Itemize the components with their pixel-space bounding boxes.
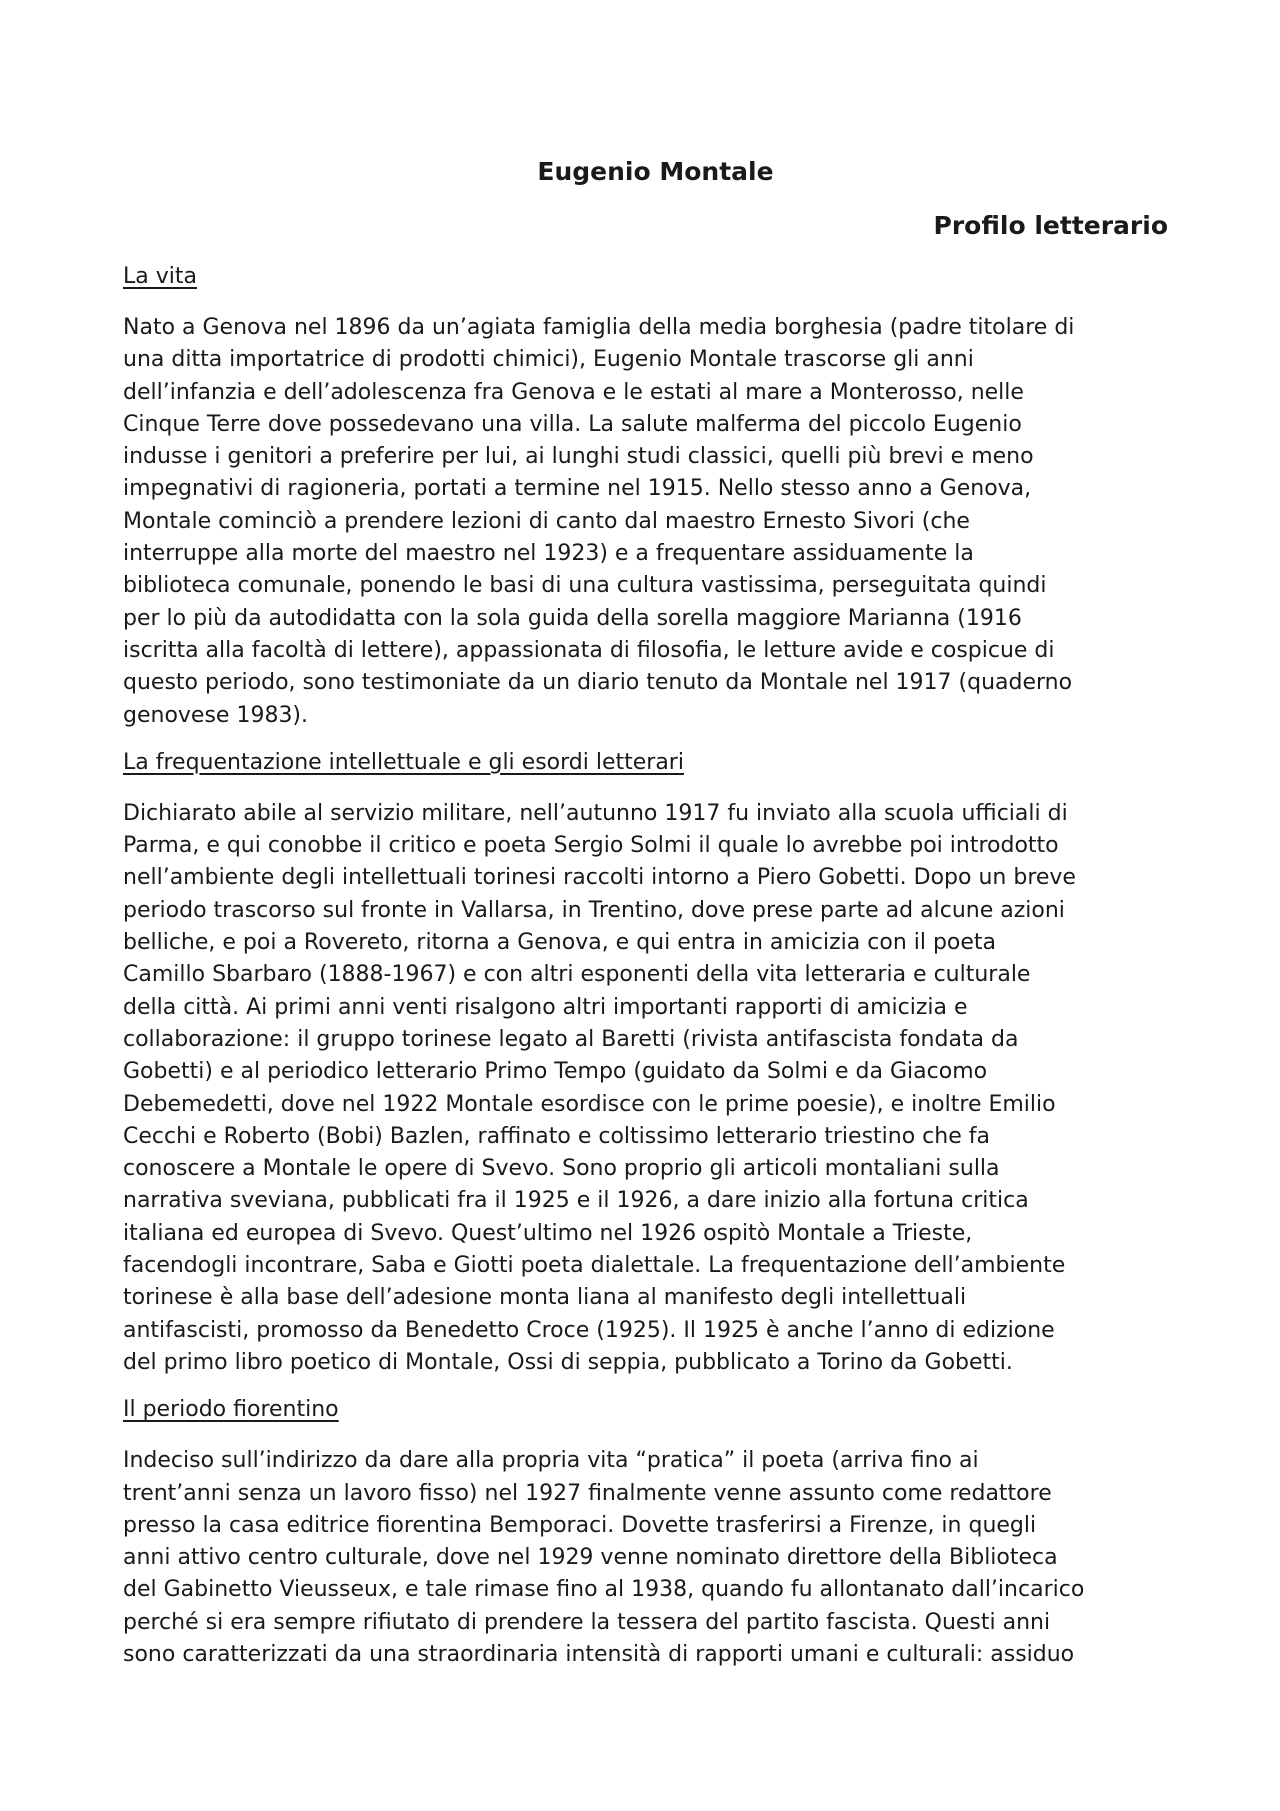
paragraph-line: Montale cominciò a prendere lezioni di canto dal maestro Ernesto Sivori (che [123,508,970,534]
paragraph-line: Cinque Terre dove possedevano una villa. La salute malferma del piccolo Eugenio [123,411,1022,437]
paragraph-line: impegnativi di ragioneria, portati a termine nel 1915. Nello stesso anno a Genova, [123,476,1032,502]
document-page [123,152,1168,1671]
paragraph-line: facendogli incontrare, Saba e Giotti poeta dialettale. La frequentazione dell’ambiente [123,1253,1066,1279]
document-subtitle: Profilo letterario [933,211,1168,240]
paragraph-line: trent’anni senza un lavoro fisso) nel 1927 finalmente venne assunto come redattore [123,1480,1052,1506]
paragraph-line: narrativa sveviana, pubblicati fra il 1925 e il 1926, a dare inizio alla fortuna critica [123,1188,1029,1214]
document-title: Eugenio Montale [537,157,774,186]
section-paragraph [123,312,1168,732]
paragraph-line: Gobetti) e al periodico letterario Primo Tempo (guidato da Solmi e da Giacomo [123,1059,988,1085]
paragraph-line: della città. Ai primi anni venti risalgono altri importanti rapporti di amicizia e [123,994,968,1020]
paragraph-line: Cecchi e Roberto (Bobi) Bazlen, raffinato e coltissimo letterario triestino che fa [123,1123,990,1149]
section-heading: Il periodo fiorentino [123,1397,339,1423]
section-heading: La frequentazione intellettuale e gli esordi letterari [123,749,684,775]
paragraph-line: biblioteca comunale, ponendo le basi di una cultura vastissima, perseguitata quindi [123,573,1047,599]
paragraph-line: questo periodo, sono testimoniate da un diario tenuto da Montale nel 1917 (quaderno [123,670,1073,696]
paragraph-line: Parma, e qui conobbe il critico e poeta Sergio Solmi il quale lo avrebbe poi introdotto [123,833,1059,859]
paragraph-line: Debemedetti, dove nel 1922 Montale esordisce con le prime poesie), e inoltre Emilio [123,1091,1056,1117]
paragraph-line: torinese è alla base dell’adesione monta liana al manifesto degli intellettuali [123,1285,967,1311]
paragraph-line: Camillo Sbarbaro (1888-1967) e con altri esponenti della vita letteraria e culturale [123,962,1031,988]
paragraph-line: anni attivo centro culturale, dove nel 1929 venne nominato direttore della Biblioteca [123,1545,1058,1571]
paragraph-line: sono caratterizzati da una straordinaria intensità di rapporti umani e culturali: assiduo [123,1641,1075,1667]
paragraph-line: antifascisti, promosso da Benedetto Croce (1925). Il 1925 è anche l’anno di edizione [123,1317,1055,1343]
paragraph-line: italiana ed europea di Svevo. Quest’ultimo nel 1926 ospitò Montale a Trieste, [123,1220,973,1246]
paragraph-line: del primo libro poetico di Montale, Ossi di seppia, pubblicato a Torino da Gobetti. [123,1349,1013,1375]
paragraph-line: periodo trascorso sul fronte in Vallarsa, in Trentino, dove prese parte ad alcune azioni [123,897,1065,923]
document-body [123,260,1168,1671]
section-heading: La vita [123,264,197,289]
paragraph-line: presso la casa editrice fiorentina Bemporaci. Dovette trasferirsi a Firenze, in quegli [123,1512,1037,1538]
paragraph-line: una ditta importatrice di prodotti chimici), Eugenio Montale trascorse gli anni [123,347,974,373]
paragraph-line: collaborazione: il gruppo torinese legato al Baretti (rivista antifascista fondata da [123,1026,1019,1052]
paragraph-line: Nato a Genova nel 1896 da un’agiata famiglia della media borghesia (padre titolare di [123,315,1075,340]
paragraph-line: belliche, e poi a Rovereto, ritorna a Genova, e qui entra in amicizia con il poeta [123,930,997,956]
paragraph-line: perché si era sempre rifiutato di prendere la tessera del partito fascista. Questi anni [123,1609,1051,1635]
paragraph-line: genovese 1983). [123,702,309,728]
paragraph-line: nell’ambiente degli intellettuali torinesi raccolti intorno a Piero Gobetti. Dopo un breve [123,865,1076,891]
section-paragraph [123,798,1168,1379]
paragraph-line: interruppe alla morte del maestro nel 1923) e a frequentare assiduamente la [123,541,974,567]
paragraph-line: conoscere a Montale le opere di Svevo. Sono proprio gli articoli montaliani sulla [123,1156,1000,1182]
paragraph-line: Dichiarato abile al servizio militare, nell’autunno 1917 fu inviato alla scuola ufficiali di [123,800,1068,826]
section-paragraph [123,1445,1168,1671]
paragraph-line: iscritta alla facoltà di lettere), appassionata di filosofia, le letture avide e cospicue di [123,637,1055,663]
paragraph-line: dell’infanzia e dell’adolescenza fra Genova e le estati al mare a Monterosso, nelle [123,379,1024,405]
paragraph-line: del Gabinetto Vieusseux, e tale rimase fino al 1938, quando fu allontanato dall’incarico [123,1577,1085,1603]
paragraph-line: Indeciso sull’indirizzo da dare alla propria vita “pratica” il poeta (arriva fino ai [123,1448,979,1474]
paragraph-line: indusse i genitori a preferire per lui, ai lunghi studi classici, quelli più brevi e meno [123,444,1034,470]
paragraph-line: per lo più da autodidatta con la sola guida della sorella maggiore Marianna (1916 [123,605,1022,631]
